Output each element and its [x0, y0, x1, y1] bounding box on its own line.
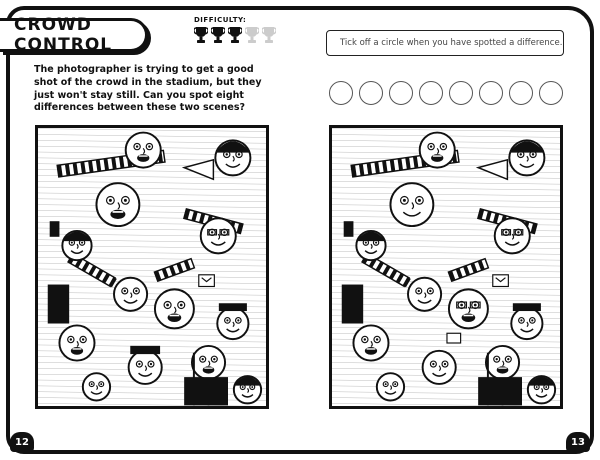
right-scene	[329, 125, 563, 409]
difference-circle[interactable]	[539, 81, 563, 105]
left-scene-illustration	[38, 128, 266, 406]
right-scene-illustration	[332, 128, 560, 406]
difference-circle[interactable]	[329, 81, 353, 105]
difference-circle[interactable]	[479, 81, 503, 105]
difference-circle[interactable]	[389, 81, 413, 105]
difficulty-trophies	[194, 26, 276, 44]
trophy-icon	[194, 26, 208, 44]
page-number-left: 12	[10, 432, 34, 452]
trophy-icon	[211, 26, 225, 44]
instructions-text: The photographer is trying to get a good shot of the crowd in the stadium, but they just won't stay still. Can you spot eight differences between these two scenes?	[34, 64, 262, 114]
title-badge	[0, 15, 148, 55]
tick-box	[326, 30, 564, 56]
page-title: CROWD CONTROL	[14, 15, 113, 55]
difference-circle[interactable]	[359, 81, 383, 105]
difference-circle[interactable]	[509, 81, 533, 105]
trophy-icon	[228, 26, 242, 44]
page-number-right: 13	[566, 432, 590, 452]
left-scene	[35, 125, 269, 409]
trophy-icon	[262, 26, 276, 44]
difficulty-rating	[194, 16, 276, 44]
difficulty-label: DIFFICULTY:	[194, 16, 247, 24]
tick-box-text: Tick off a circle when you have spotted a difference.	[340, 38, 563, 48]
difference-circle[interactable]	[419, 81, 443, 105]
trophy-icon	[245, 26, 259, 44]
difference-circle[interactable]	[449, 81, 473, 105]
difference-circles	[329, 81, 563, 105]
